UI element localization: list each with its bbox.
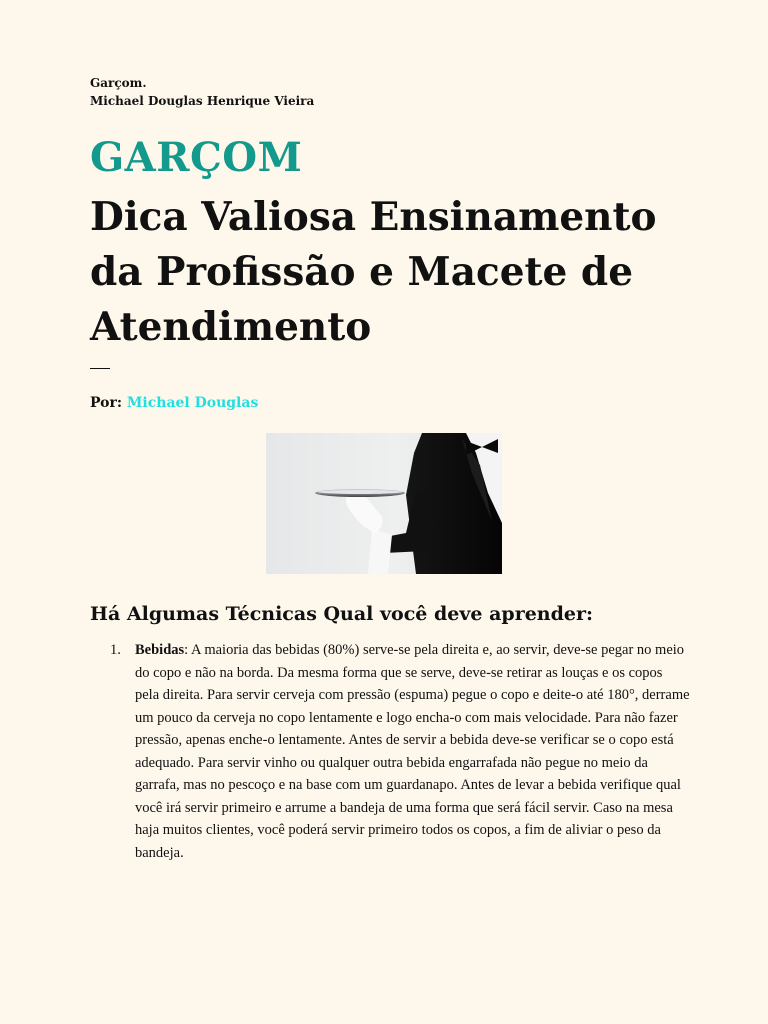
author-full-name: Michael Douglas Henrique Vieira — [90, 94, 315, 108]
page-title: Dica Valiosa Ensinamento da Profissão e Macete de Atendimento — [90, 194, 657, 350]
tips-list — [90, 639, 690, 864]
author-link[interactable]: Michael Douglas — [126, 395, 259, 411]
title-accent: GARÇOM — [90, 134, 303, 181]
title-divider — [90, 368, 110, 369]
waiter-with-tray-photo — [266, 433, 502, 574]
category-label: Garçom. — [90, 76, 147, 90]
list-item-title: Bebidas — [135, 642, 185, 658]
byline — [90, 393, 258, 413]
list-item-number: 1. — [110, 642, 121, 658]
list-item-text: : A maioria das bebidas (80%) serve-se pela direita e, ao servir, deve-se pegar no meio do copo e não na borda. Da mesma forma que se serve, deve-se retirar as louças e os copos pela direita. Para servir cerveja com pressão (espuma) pegue o copo e deite-o até 180°, derrame um pouco da cerveja no copo lentamente e logo encha-o com mais velocidade. Para não fazer pressão, apenas enche-o lentamente. Antes de servir a bebida deve-se verificar se o copo está adequado. Para servir vinho ou qualquer outra bebida engarrafada não pegue no meio da garrafa, mas no pescoço e na base com um guardanapo. Antes de levar a bebida verifique qual você irá servir primeiro e arrume a bandeja de uma forma que será fácil servir. Caso na mesa haja muitos clientes, você poderá servir primeiro todos os copos, a fim de aliviar o peso da bandeja. — [135, 642, 690, 861]
byline-prefix: Por: — [90, 395, 123, 411]
list-item — [90, 639, 690, 864]
article-meta — [90, 74, 314, 110]
waiter-illustration — [266, 433, 502, 574]
section-heading: Há Algumas Técnicas Qual você deve aprender: — [90, 603, 594, 625]
